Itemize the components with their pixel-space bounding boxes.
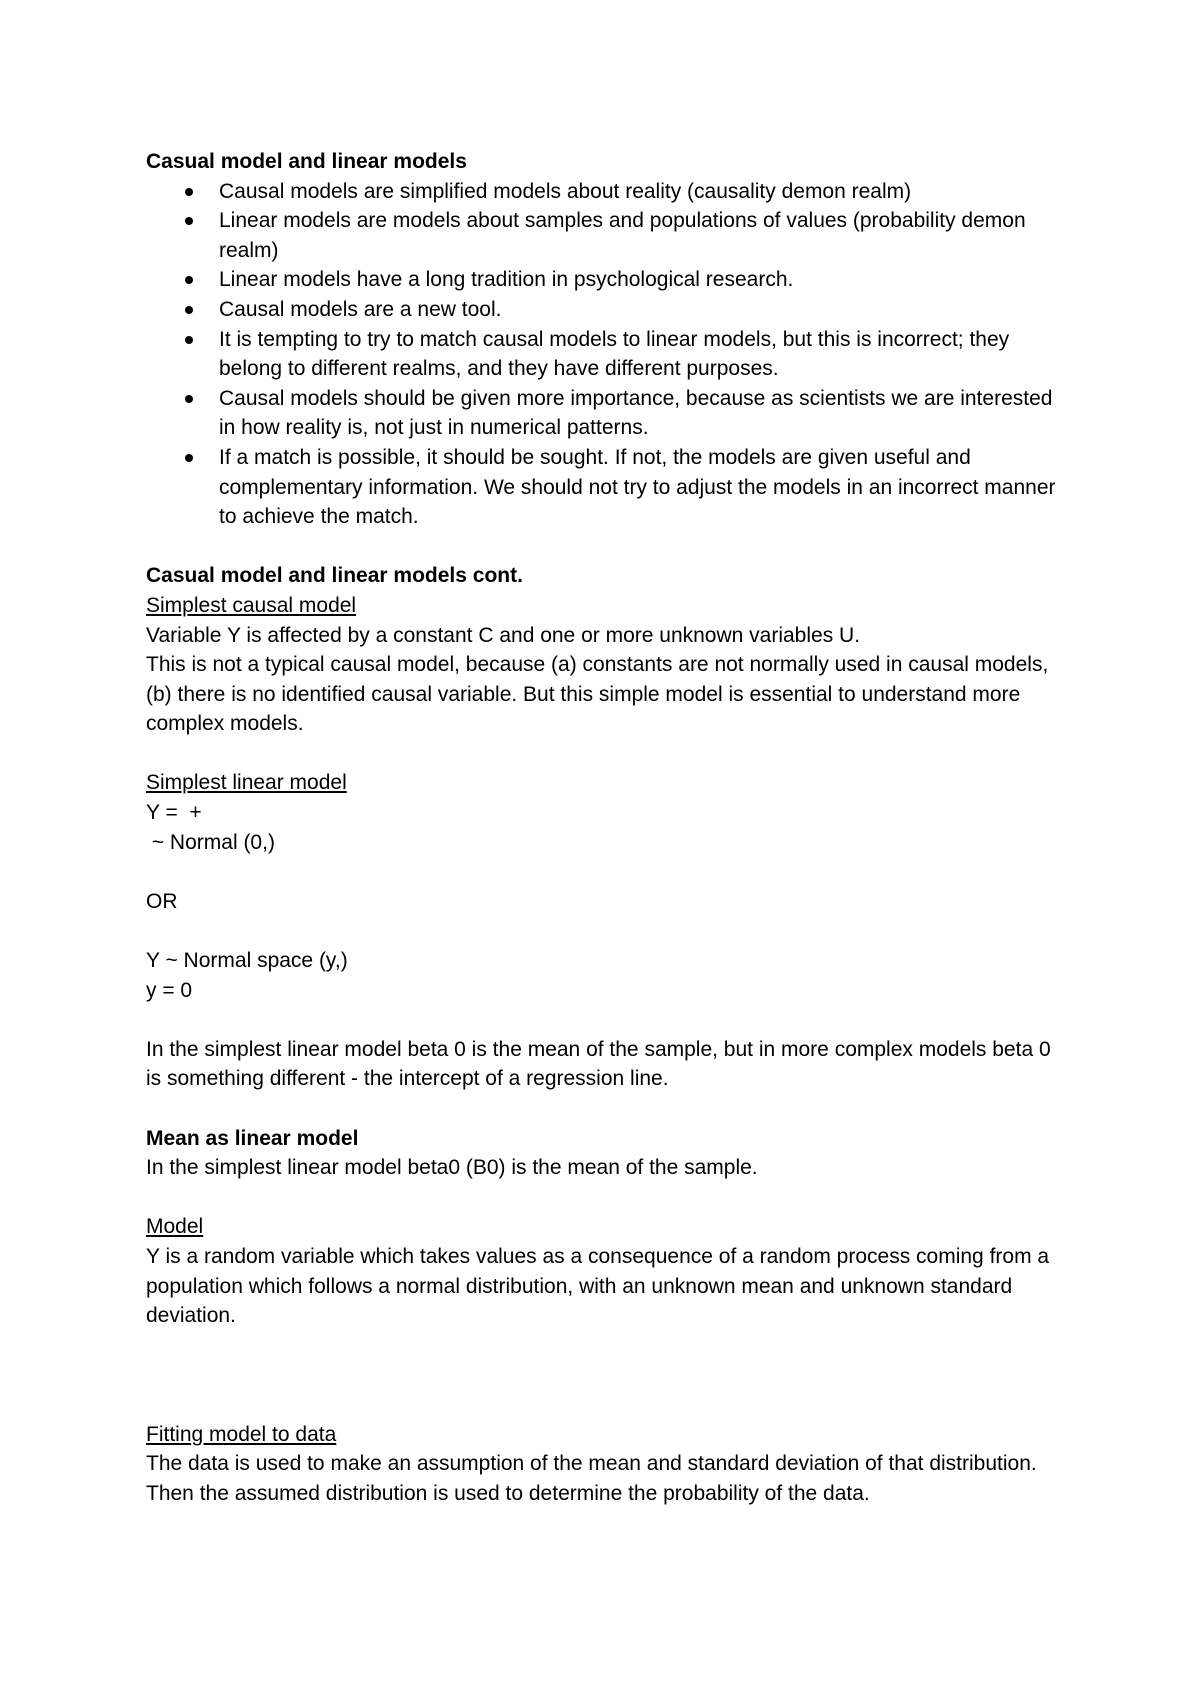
bullet-item: Causal models are simplified models about reality (causality demon realm) xyxy=(146,177,1066,207)
section-heading: Casual model and linear models xyxy=(146,150,467,173)
paragraph: Variable Y is affected by a constant C and one or more unknown variables U. xyxy=(146,623,861,647)
paragraph: The data is used to make an assumption of the mean and standard deviation of that distribution. xyxy=(146,1452,1037,1476)
section-heading: Mean as linear model xyxy=(146,1126,359,1150)
equation: ~ Normal (0,) xyxy=(146,830,275,854)
bullet-item: Linear models are models about samples and populations of values (probability demon realm) xyxy=(146,206,1066,265)
spacer xyxy=(146,916,1066,946)
paragraph: Y is a random variable which takes values as a consequence of a random process coming from a population which follows a normal distribution, with an unknown mean and unknown standard deviation. xyxy=(146,1244,1050,1328)
bullet-item: Causal models should be given more importance, because as scientists we are interested in how reality is, not just in numerical patterns. xyxy=(146,384,1066,443)
equation: y = 0 xyxy=(146,978,193,1002)
equation: Y ~ Normal space (y,) xyxy=(146,949,348,973)
spacer xyxy=(146,739,1066,769)
subheading: Fitting model to data xyxy=(146,1422,337,1446)
bullet-item: Causal models are a new tool. xyxy=(146,295,1066,325)
equation: Y = + xyxy=(146,801,202,825)
subheading: Simplest linear model xyxy=(146,771,347,795)
paragraph: Then the assumed distribution is used to determine the probability of the data. xyxy=(146,1481,870,1505)
or-separator: OR xyxy=(146,889,178,913)
spacer xyxy=(146,1331,1066,1420)
spacer xyxy=(146,1005,1066,1035)
paragraph: This is not a typical causal model, because (a) constants are not normally used in causal models, (b) there is no identified causal variable. But this simple model is essential to understand more complex models. xyxy=(146,653,1049,736)
bullet-list xyxy=(146,177,1066,532)
subheading: Simplest causal model xyxy=(146,593,357,617)
paragraph: In the simplest linear model beta 0 is the mean of the sample, but in more complex models beta 0 is something different - the intercept of a regression line. xyxy=(146,1037,1051,1091)
bullet-item: It is tempting to try to match causal models to linear models, but this is incorrect; they belong to different realms, and they have different purposes. xyxy=(146,325,1066,384)
section-heading: Casual model and linear models cont. xyxy=(146,564,523,588)
spacer xyxy=(146,1094,1066,1124)
document-page xyxy=(146,147,1066,1508)
bullet-item: If a match is possible, it should be sought. If not, the models are given useful and complementary information. We should not try to adjust the models in an incorrect manner to achieve the match. xyxy=(146,443,1066,532)
spacer xyxy=(146,1183,1066,1213)
paragraph: In the simplest linear model beta0 (B0) is the mean of the sample. xyxy=(146,1156,758,1180)
subheading: Model xyxy=(146,1215,204,1239)
bullet-item: Linear models have a long tradition in psychological research. xyxy=(146,265,1066,295)
spacer xyxy=(146,532,1066,562)
spacer xyxy=(146,857,1066,887)
